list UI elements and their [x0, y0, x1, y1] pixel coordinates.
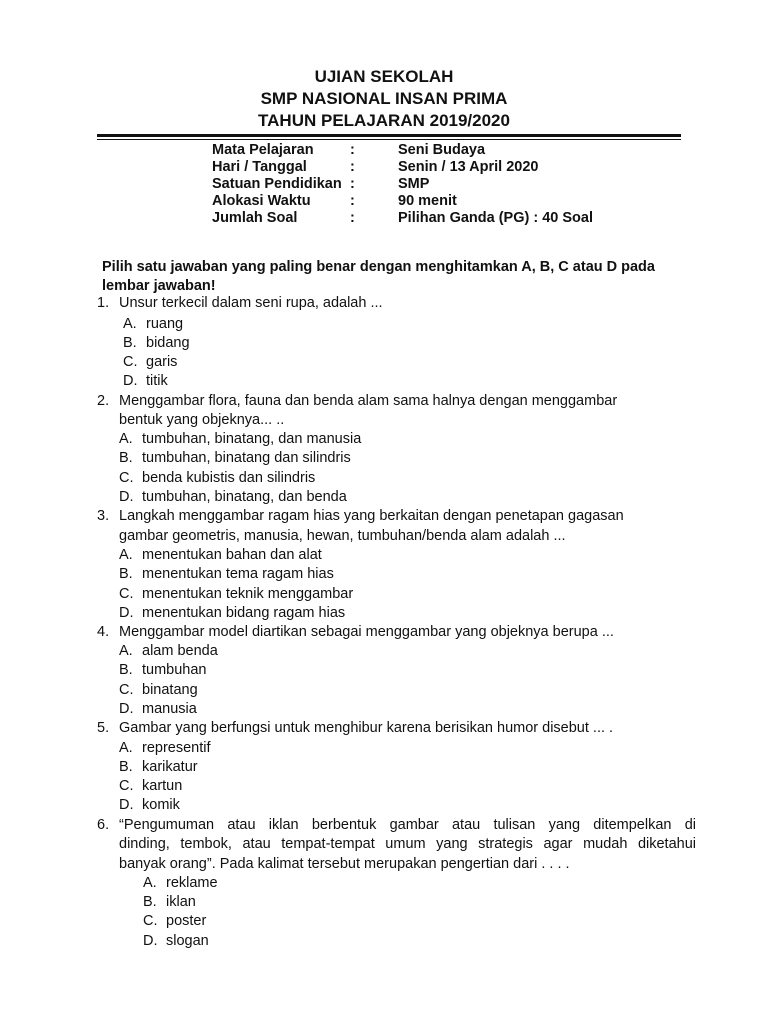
question-number: 2.	[97, 393, 110, 409]
option-letter: B.	[123, 335, 137, 351]
info-colon: :	[350, 193, 355, 209]
option-text: manusia	[142, 701, 197, 717]
option-letter: C.	[143, 913, 158, 929]
question-number: 3.	[97, 508, 110, 524]
option-text: garis	[146, 354, 178, 370]
option-text: bidang	[146, 335, 190, 351]
option-text: tumbuhan, binatang dan silindris	[142, 450, 351, 466]
option-letter: C.	[119, 586, 134, 602]
option-letter: B.	[119, 450, 133, 466]
question-text: dinding, tembok, atau tempat-tempat umum yang strategis agar mudah diketahui	[119, 836, 696, 852]
option-letter: A.	[119, 431, 133, 447]
school-name: SMP NASIONAL INSAN PRIMA	[260, 89, 508, 108]
question-number: 4.	[97, 624, 110, 640]
option-letter: D.	[119, 605, 134, 621]
option-text: kartun	[142, 778, 183, 794]
exam-instruction: Pilih satu jawaban yang paling benar dengan menghitamkan A, B, C atau D pada lembar jawaban!	[102, 259, 655, 294]
question-number: 6.	[97, 817, 110, 833]
header-rule-thin	[97, 139, 681, 140]
exam-title: UJIAN SEKOLAH	[314, 67, 454, 86]
info-label: Satuan Pendidikan	[212, 176, 342, 192]
header-rule-thick	[97, 134, 681, 137]
option-text: binatang	[142, 682, 198, 698]
question-number: 5.	[97, 720, 110, 736]
option-letter: A.	[143, 875, 157, 891]
option-letter: C.	[123, 354, 138, 370]
option-text: reklame	[166, 875, 218, 891]
option-letter: D.	[119, 797, 134, 813]
question-text: Menggambar flora, fauna dan benda alam sama halnya dengan menggambar	[119, 393, 618, 409]
option-text: benda kubistis dan silindris	[142, 470, 316, 486]
option-text: karikatur	[142, 759, 198, 775]
info-label: Jumlah Soal	[212, 210, 298, 226]
option-text: menentukan teknik menggambar	[142, 586, 354, 602]
info-label: Mata Pelajaran	[212, 142, 314, 158]
option-letter: D.	[143, 933, 158, 949]
option-text: tumbuhan	[142, 662, 207, 678]
option-letter: C.	[119, 778, 134, 794]
info-colon: :	[350, 210, 355, 226]
option-letter: C.	[119, 682, 134, 698]
option-letter: A.	[123, 316, 137, 332]
option-text: menentukan bidang ragam hias	[142, 605, 346, 621]
option-letter: B.	[119, 759, 133, 775]
info-value: 90 menit	[398, 193, 457, 209]
info-colon: :	[350, 176, 355, 192]
option-text: menentukan tema ragam hias	[142, 566, 334, 582]
option-text: alam benda	[142, 643, 218, 659]
question-number: 1.	[97, 295, 110, 311]
option-letter: D.	[123, 373, 138, 389]
question-text: Menggambar model diartikan sebagai menggambar yang objeknya berupa ...	[119, 624, 614, 640]
option-letter: B.	[119, 662, 133, 678]
option-letter: A.	[119, 547, 133, 563]
question-text: Gambar yang berfungsi untuk menghibur karena berisikan humor disebut ... .	[119, 720, 614, 736]
option-letter: C.	[119, 470, 134, 486]
option-text: menentukan bahan dan alat	[142, 547, 322, 563]
option-text: komik	[142, 797, 180, 813]
option-text: tumbuhan, binatang, dan benda	[142, 489, 347, 505]
question-text: Langkah menggambar ragam hias yang berkaitan dengan penetapan gagasan	[119, 508, 624, 524]
info-colon: :	[350, 159, 355, 175]
option-letter: B.	[143, 894, 157, 910]
info-label: Alokasi Waktu	[212, 193, 311, 209]
question-text: gambar geometris, manusia, hewan, tumbuhan/benda alam adalah ...	[119, 528, 566, 544]
option-text: slogan	[166, 933, 209, 949]
option-text: representif	[142, 740, 211, 756]
option-letter: B.	[119, 566, 133, 582]
info-value: Pilihan Ganda (PG) : 40 Soal	[398, 210, 593, 226]
option-text: titik	[146, 373, 168, 389]
option-text: iklan	[166, 894, 196, 910]
info-value: Seni Budaya	[398, 142, 486, 158]
option-letter: A.	[119, 643, 133, 659]
option-text: poster	[166, 913, 207, 929]
info-value: SMP	[398, 176, 430, 192]
question-text: banyak orang”. Pada kalimat tersebut merupakan pengertian dari . . . .	[119, 856, 570, 872]
option-letter: D.	[119, 701, 134, 717]
question-text: “Pengumuman atau iklan berbentuk gambar atau tulisan yang ditempelkan di	[119, 817, 696, 833]
info-label: Hari / Tanggal	[212, 159, 307, 175]
info-value: Senin / 13 April 2020	[398, 159, 539, 175]
question-text: Unsur terkecil dalam seni rupa, adalah ...	[119, 295, 383, 311]
academic-year: TAHUN PELAJARAN 2019/2020	[258, 111, 510, 130]
option-text: tumbuhan, binatang, dan manusia	[142, 431, 362, 447]
option-letter: D.	[119, 489, 134, 505]
option-letter: A.	[119, 740, 133, 756]
option-text: ruang	[146, 316, 184, 332]
question-text: bentuk yang objeknya... ..	[119, 412, 285, 428]
info-colon: :	[350, 142, 355, 158]
